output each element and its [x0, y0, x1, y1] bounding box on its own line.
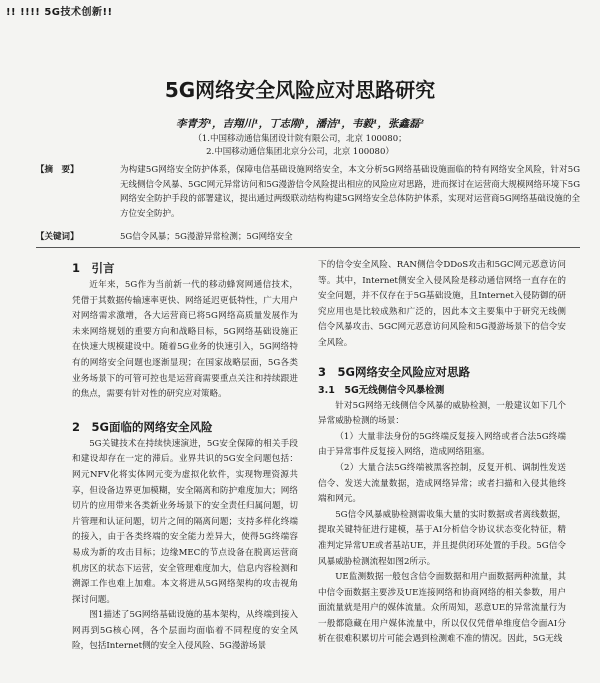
paragraph: 5G信令风暴威胁检测需收集大量的实时数据或者离线数据，提取关键特征进行建模，基于AI分析信令协议状态变化特征，精准判定异常UE或者基站UE，并且提供闭环处置的手段。5G信令风暴威胁检测流程如图2所示。: [318, 509, 566, 567]
keywords-text: 5G信令风暴；5G漫游异常检测；5G网络安全: [120, 232, 293, 242]
paragraph: （1）大量非法身份的5G终端反复接入网络或者合法5G终端由于异常事件反复接入网络，造成网络阻塞。: [318, 431, 566, 458]
affiliation-2: 2.中国移动通信集团北京分公司，北京 100080）: [206, 147, 394, 157]
affiliations: [0, 133, 600, 159]
section-2-heading: 2 5G面临的网络安全风险: [72, 419, 213, 434]
keywords-label: 【关键词】: [36, 232, 79, 242]
paragraph: 针对5G网络无线侧信令风暴的威胁检测，一般建议如下几个异常威胁检测的场景：: [318, 400, 566, 427]
journal-section-header: !! !!!! 5G技术创新!!: [6, 7, 113, 18]
authors: 李青芳¹，吉翔川¹，丁志刚¹，潘洁¹，韦毅¹，张鑫磊²: [175, 118, 425, 130]
left-column: [72, 258, 298, 655]
section-3-1-heading: 3.1 5G无线侧信令风暴检测: [318, 384, 445, 396]
section-1-heading: 1 引言: [72, 261, 115, 275]
paragraph: 图1描述了5G网络基础设施的基本架构，从终端到接入网再到5G核心网，各个层面均面临着不同程度的安全风险，包括Internet侧的安全入侵风险、5G漫游场景: [72, 610, 298, 652]
paragraph: 下的信令安全风险、RAN侧信令DDoS攻击和5GC网元恶意访问等。其中，Internet侧安全入侵风险是移动通信网络一直存在的安全问题，并不仅存在于5G基础设施，且Internet入侵防御的研究应用也是比较成熟和广泛的，因此本文主要集中于研究无线侧信令风暴攻击、5GC网元恶意访问风险和5G漫游场景下的信令安全风险。: [318, 260, 566, 348]
header-divider: [36, 247, 580, 248]
paragraph: UE监测数据一般包含信令面数据和用户面数据两种流量，其中信令面数据主要涉及UE连接网络和协商网络的相关参数，用户面流量就是用户的媒体流量。众所周知，恶意UE的异常流量行为一般都隐藏在用户媒体流量中，所以仅仅凭借单维度信令面AI分析在很难积累切片可能会遇到检测难不准的情况。因此，5G无线: [318, 572, 566, 645]
paper-title: 5G网络安全风险应对思路研究: [164, 78, 436, 102]
right-column: [318, 258, 566, 648]
affiliation-1: （1.中国移动通信集团设计院有限公司，北京 100080；: [193, 134, 407, 144]
abstract-label: 【摘 要】: [36, 165, 79, 175]
paragraph: （2）大量合法5G终端被黑客控制，反复开机、调制性发送信令、发送大流量数据，造成网络异常；或者扫描和入侵其他终端和网元。: [318, 462, 566, 505]
keywords: [36, 230, 580, 244]
abstract: [36, 163, 580, 221]
abstract-text: 为构建5G网络安全防护体系，保障电信基础设施网络安全，本文分析5G网络基础设施面临的特有网络安全风险，针对5G无线侧信令风暴、5GC网元异常访问和5G漫游信令风险提出相应的风险应对思路，进而探讨在运营商大规模网络环境下5G网络安全防护手段的部署建议，提出通过两级联动结构构建5G网络安全总体防护体系，实现对运营商5G网络基础设施的全方位安全防护。: [120, 165, 580, 219]
section-3-heading: 3 5G网络安全风险应对思路: [318, 364, 470, 379]
paragraph: 5G关键技术在持续快速演进，5G安全保障的相关手段和建设却存在一定的滞后。业界共识的5G安全问题包括：网元NFV化将实体网元变为虚拟化软件，实现物理资源共享，但设备边界更加模糊，安全隔离和防护难度加大；网络切片的应用带来各类新业务场景下的安全责任归属问题，切片管理和认证问题，切片之间的隔离问题；支持多样化终端的接入，由于各类终端的安全能力差异大，使得5G终端容易成为新的攻击目标；边缘MEC的节点设备在脱离运营商机房区的状态下运营，安全管理难度加大，信息内容检测和溯源工作也难上加难。本文将进从5G网络架构的攻击视角探讨问题。: [72, 438, 298, 605]
paragraph: 近年来，5G作为当前新一代的移动蜂窝网通信技术，凭借于其数据传输速率更快、网络延迟更低特性，广大用户对网络需求激增，各大运营商已将5G网络高质量发展作为未来网络规划的重要方向和战略目标，5G网络基础设施正在快速大规模建设中。随着5G业务的快速引入，5G网络特有的网络安全问题也逐渐显现；在国家战略层面，5G各类业务场景下的可管可控也是运营商需要重点关注和持续跟进的焦点，需要有针对性的研究应对策略。: [72, 280, 298, 400]
